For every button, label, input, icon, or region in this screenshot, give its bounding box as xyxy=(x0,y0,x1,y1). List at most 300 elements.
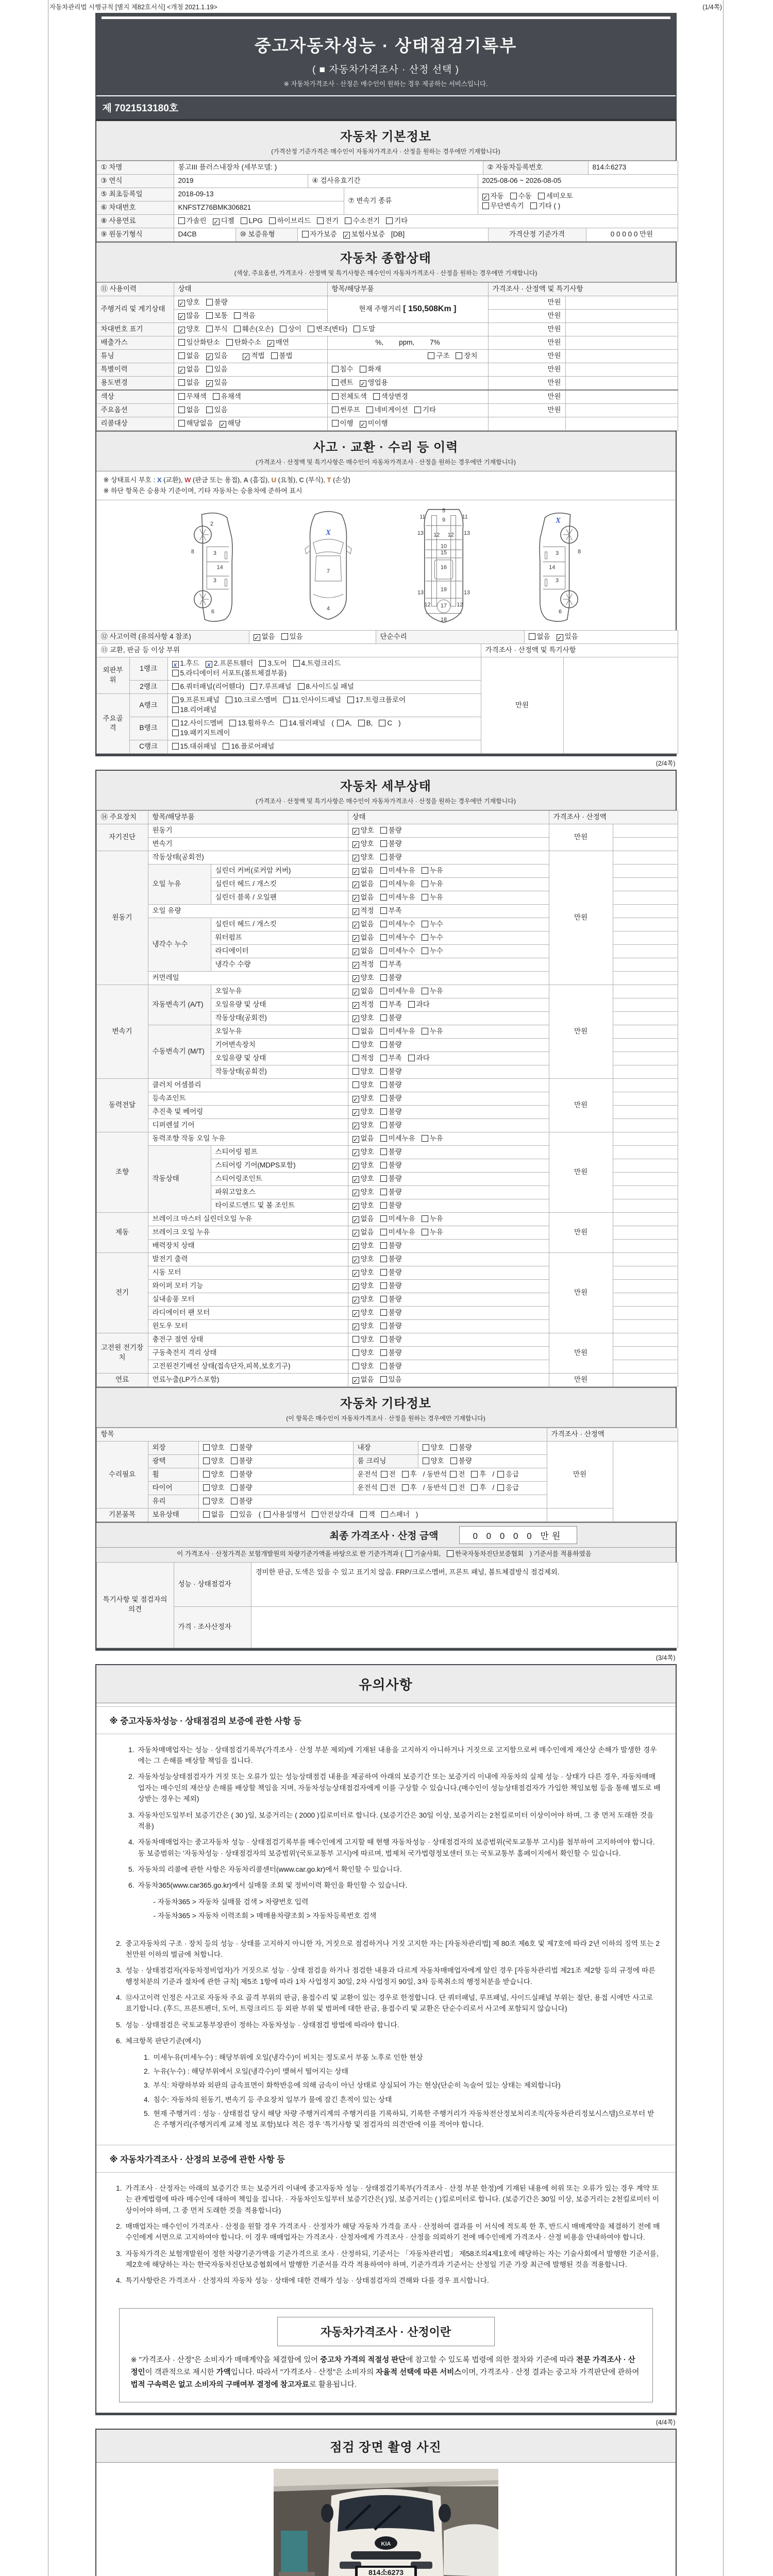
checkbox-option[interactable] xyxy=(380,1147,402,1157)
checkbox-option[interactable] xyxy=(223,742,274,752)
checkbox-option[interactable] xyxy=(231,1470,253,1480)
checkbox[interactable] xyxy=(352,962,359,969)
checkbox-option[interactable] xyxy=(352,1295,374,1304)
checkbox[interactable] xyxy=(360,380,366,387)
checkbox[interactable] xyxy=(352,1257,359,1263)
checkbox-option[interactable] xyxy=(380,1000,402,1010)
checkbox[interactable] xyxy=(380,1363,387,1369)
checkbox[interactable] xyxy=(358,720,365,726)
checkbox[interactable] xyxy=(352,882,359,888)
checkbox-option[interactable] xyxy=(337,719,352,728)
checkbox[interactable] xyxy=(423,1444,429,1451)
checkbox[interactable] xyxy=(264,1511,271,1518)
checkbox[interactable] xyxy=(206,353,213,360)
checkbox-option[interactable] xyxy=(343,230,385,240)
checkbox[interactable] xyxy=(380,1135,387,1142)
checkbox-option[interactable] xyxy=(422,946,443,956)
checkbox-option[interactable] xyxy=(380,1241,402,1251)
checkbox-option[interactable] xyxy=(352,826,374,836)
checkbox[interactable] xyxy=(226,339,233,346)
checkbox[interactable] xyxy=(423,1458,429,1464)
checkbox-option[interactable] xyxy=(360,365,381,375)
checkbox-option[interactable] xyxy=(380,1321,402,1331)
checkbox-option[interactable] xyxy=(414,405,436,415)
checkbox[interactable] xyxy=(243,353,249,360)
checkbox[interactable] xyxy=(497,1471,504,1478)
checkbox-option[interactable] xyxy=(380,879,415,889)
checkbox[interactable] xyxy=(422,988,428,994)
checkbox-option[interactable] xyxy=(178,392,207,402)
checkbox[interactable] xyxy=(213,218,220,225)
checkbox[interactable] xyxy=(380,1256,387,1262)
checkbox-option[interactable] xyxy=(347,696,406,705)
checkbox-option[interactable] xyxy=(352,1241,374,1251)
checkbox-option[interactable] xyxy=(231,1443,253,1453)
checkbox[interactable] xyxy=(352,922,359,928)
checkbox[interactable] xyxy=(352,841,359,848)
checkbox[interactable] xyxy=(360,421,366,428)
checkbox[interactable] xyxy=(529,633,535,640)
checkbox[interactable] xyxy=(471,1484,478,1491)
checkbox[interactable] xyxy=(386,217,393,224)
checkbox-option[interactable] xyxy=(386,216,408,226)
checkbox[interactable] xyxy=(281,633,288,640)
checkbox[interactable] xyxy=(352,1203,359,1210)
checkbox-option[interactable] xyxy=(203,1497,225,1506)
checkbox[interactable] xyxy=(172,697,179,703)
checkbox-option[interactable] xyxy=(352,1335,374,1345)
checkbox[interactable] xyxy=(203,1471,210,1478)
checkbox-option[interactable] xyxy=(354,325,375,334)
checkbox[interactable] xyxy=(380,854,387,860)
checkbox[interactable] xyxy=(422,934,428,941)
checkbox[interactable] xyxy=(380,1229,387,1235)
checkbox[interactable] xyxy=(337,720,344,726)
checkbox[interactable] xyxy=(352,1041,359,1048)
checkbox-option[interactable] xyxy=(352,853,374,862)
checkbox-option[interactable] xyxy=(482,192,504,201)
checkbox-option[interactable] xyxy=(422,1228,443,1238)
checkbox-option[interactable] xyxy=(352,839,374,849)
checkbox[interactable] xyxy=(178,393,185,400)
checkbox[interactable] xyxy=(380,1336,387,1343)
checkbox[interactable] xyxy=(352,975,359,982)
checkbox[interactable] xyxy=(352,1176,359,1183)
checkbox-option[interactable] xyxy=(206,351,228,361)
checkbox-option[interactable] xyxy=(380,1201,402,1211)
checkbox[interactable] xyxy=(380,974,387,981)
checkbox[interactable] xyxy=(380,1323,387,1329)
checkbox[interactable] xyxy=(172,720,179,726)
checkbox-option[interactable] xyxy=(380,1308,402,1318)
checkbox-option[interactable] xyxy=(254,632,275,642)
checkbox[interactable] xyxy=(178,327,185,333)
checkbox[interactable] xyxy=(497,1484,504,1491)
checkbox-option[interactable] xyxy=(422,879,443,889)
checkbox-option[interactable] xyxy=(172,669,287,679)
checkbox[interactable] xyxy=(380,1028,387,1035)
checkbox[interactable] xyxy=(352,1015,359,1022)
checkbox[interactable] xyxy=(380,1068,387,1075)
checkbox[interactable] xyxy=(271,352,278,359)
checkbox[interactable] xyxy=(380,1095,387,1101)
checkbox[interactable] xyxy=(259,660,266,667)
checkbox[interactable] xyxy=(352,1136,359,1143)
checkbox[interactable] xyxy=(450,1484,457,1491)
checkbox-option[interactable] xyxy=(172,659,199,669)
checkbox-option[interactable] xyxy=(178,298,200,308)
checkbox-option[interactable] xyxy=(380,1094,402,1104)
checkbox-option[interactable] xyxy=(269,216,311,226)
checkbox-option[interactable] xyxy=(380,1080,402,1090)
checkbox[interactable] xyxy=(380,1014,387,1021)
checkbox[interactable] xyxy=(352,1377,359,1384)
checkbox[interactable] xyxy=(172,661,179,668)
checkbox[interactable] xyxy=(450,1444,457,1451)
checkbox-option[interactable] xyxy=(380,987,415,996)
checkbox-option[interactable] xyxy=(381,1470,396,1480)
checkbox-option[interactable] xyxy=(332,378,354,388)
checkbox-option[interactable] xyxy=(471,1483,486,1493)
checkbox-option[interactable] xyxy=(203,1456,225,1466)
checkbox-option[interactable] xyxy=(402,1470,417,1480)
checkbox-option[interactable] xyxy=(234,311,256,321)
checkbox[interactable] xyxy=(178,379,185,386)
checkbox[interactable] xyxy=(402,1484,409,1491)
checkbox-option[interactable] xyxy=(422,1214,443,1224)
checkbox[interactable] xyxy=(234,326,241,332)
checkbox[interactable] xyxy=(352,1310,359,1317)
checkbox-option[interactable] xyxy=(178,311,200,321)
checkbox-option[interactable] xyxy=(220,419,241,429)
checkbox[interactable] xyxy=(206,406,213,413)
checkbox[interactable] xyxy=(231,1511,238,1518)
checkbox[interactable] xyxy=(206,380,213,387)
checkbox[interactable] xyxy=(380,1376,387,1383)
checkbox-option[interactable] xyxy=(380,1281,402,1291)
checkbox-option[interactable] xyxy=(352,1188,374,1197)
checkbox[interactable] xyxy=(352,1096,359,1103)
checkbox-option[interactable] xyxy=(203,1483,225,1493)
checkbox[interactable] xyxy=(352,1055,359,1061)
checkbox-option[interactable] xyxy=(271,351,293,361)
checkbox[interactable] xyxy=(352,1230,359,1236)
checkbox[interactable] xyxy=(172,706,179,713)
checkbox-option[interactable] xyxy=(352,1255,374,1264)
checkbox[interactable] xyxy=(352,1028,359,1035)
checkbox[interactable] xyxy=(380,1081,387,1088)
checkbox-option[interactable] xyxy=(497,1470,519,1480)
checkbox-option[interactable] xyxy=(241,216,263,226)
checkbox[interactable] xyxy=(332,406,339,413)
checkbox-option[interactable] xyxy=(352,1362,374,1371)
checkbox[interactable] xyxy=(352,989,359,995)
checkbox[interactable] xyxy=(450,1471,457,1478)
checkbox-option[interactable] xyxy=(352,1040,374,1050)
checkbox-option[interactable] xyxy=(312,1510,354,1520)
checkbox[interactable] xyxy=(332,420,339,427)
checkbox-option[interactable] xyxy=(352,1281,374,1291)
checkbox[interactable] xyxy=(206,312,213,319)
checkbox[interactable] xyxy=(352,1163,359,1170)
checkbox-option[interactable] xyxy=(529,632,550,642)
checkbox[interactable] xyxy=(380,867,387,874)
checkbox[interactable] xyxy=(283,697,290,703)
checkbox[interactable] xyxy=(352,1283,359,1290)
checkbox[interactable] xyxy=(380,1175,387,1182)
checkbox-option[interactable] xyxy=(352,946,374,956)
checkbox-option[interactable] xyxy=(264,1510,306,1520)
checkbox-option[interactable] xyxy=(226,338,261,348)
checkbox-option[interactable] xyxy=(178,419,213,429)
checkbox[interactable] xyxy=(352,1068,359,1075)
checkbox-option[interactable] xyxy=(352,1348,374,1358)
checkbox[interactable] xyxy=(231,1458,238,1464)
checkbox-option[interactable] xyxy=(206,298,228,308)
checkbox[interactable] xyxy=(203,1484,210,1491)
checkbox[interactable] xyxy=(352,855,359,861)
checkbox-option[interactable] xyxy=(213,392,241,402)
checkbox[interactable] xyxy=(280,326,287,332)
checkbox[interactable] xyxy=(422,867,428,874)
checkbox-option[interactable] xyxy=(302,230,337,240)
checkbox[interactable] xyxy=(229,720,236,726)
checkbox-option[interactable] xyxy=(293,659,341,669)
checkbox-option[interactable] xyxy=(538,192,573,201)
checkbox-option[interactable] xyxy=(380,1335,402,1345)
checkbox[interactable] xyxy=(352,1190,359,1196)
checkbox[interactable] xyxy=(172,670,179,676)
checkbox-option[interactable] xyxy=(381,1483,396,1493)
checkbox[interactable] xyxy=(231,1498,238,1504)
checkbox[interactable] xyxy=(223,743,229,750)
checkbox-option[interactable] xyxy=(332,392,367,402)
checkbox-option[interactable] xyxy=(380,1067,402,1077)
checkbox-option[interactable] xyxy=(373,392,408,402)
checkbox-option[interactable] xyxy=(352,1214,374,1224)
checkbox-option[interactable] xyxy=(231,1497,253,1506)
checkbox[interactable] xyxy=(380,1349,387,1356)
checkbox[interactable] xyxy=(354,326,360,332)
checkbox-option[interactable] xyxy=(456,351,477,361)
checkbox-option[interactable] xyxy=(352,933,374,943)
checkbox[interactable] xyxy=(471,1471,478,1478)
checkbox-option[interactable] xyxy=(380,866,415,876)
checkbox-option[interactable] xyxy=(380,1121,402,1130)
checkbox-option[interactable] xyxy=(231,1483,253,1493)
checkbox-option[interactable] xyxy=(450,1456,472,1466)
checkbox[interactable] xyxy=(178,300,185,307)
checkbox[interactable] xyxy=(482,194,489,200)
checkbox[interactable] xyxy=(178,420,185,427)
checkbox-option[interactable] xyxy=(380,1040,402,1050)
checkbox-option[interactable] xyxy=(352,1201,374,1211)
checkbox[interactable] xyxy=(231,1484,238,1491)
checkbox-option[interactable] xyxy=(380,1362,402,1371)
checkbox[interactable] xyxy=(538,193,545,199)
checkbox-option[interactable] xyxy=(352,1080,374,1090)
checkbox-option[interactable] xyxy=(352,1321,374,1331)
checkbox[interactable] xyxy=(308,326,314,332)
checkbox-option[interactable] xyxy=(360,1510,375,1520)
checkbox-option[interactable] xyxy=(352,1134,374,1144)
checkbox-option[interactable] xyxy=(352,1308,374,1318)
checkbox[interactable] xyxy=(347,697,354,703)
checkbox[interactable] xyxy=(380,840,387,847)
checkbox[interactable] xyxy=(206,326,213,332)
checkbox-option[interactable] xyxy=(250,682,291,692)
checkbox[interactable] xyxy=(380,1041,387,1048)
checkbox-option[interactable] xyxy=(178,325,200,334)
checkbox[interactable] xyxy=(206,366,213,372)
checkbox-option[interactable] xyxy=(178,351,200,361)
checkbox-option[interactable] xyxy=(206,405,228,415)
checkbox-option[interactable] xyxy=(352,866,374,876)
checkbox[interactable] xyxy=(380,1108,387,1115)
checkbox[interactable] xyxy=(482,202,489,209)
checkbox-option[interactable] xyxy=(352,1147,374,1157)
checkbox-option[interactable] xyxy=(422,987,443,996)
checkbox[interactable] xyxy=(422,894,428,901)
checkbox[interactable] xyxy=(280,720,287,726)
checkbox-option[interactable] xyxy=(352,987,374,996)
checkbox[interactable] xyxy=(366,406,373,413)
checkbox-option[interactable] xyxy=(172,719,224,728)
checkbox-option[interactable] xyxy=(345,216,380,226)
checkbox-option[interactable] xyxy=(352,1013,374,1023)
checkbox[interactable] xyxy=(380,1309,387,1316)
checkbox[interactable] xyxy=(352,828,359,835)
checkbox[interactable] xyxy=(203,1458,210,1464)
checkbox-option[interactable] xyxy=(352,1268,374,1278)
checkbox[interactable] xyxy=(317,217,324,224)
checkbox[interactable] xyxy=(381,1484,388,1491)
checkbox-option[interactable] xyxy=(380,906,402,916)
checkbox-option[interactable] xyxy=(380,1295,402,1304)
checkbox[interactable] xyxy=(379,720,385,726)
checkbox[interactable] xyxy=(422,1028,428,1035)
checkbox[interactable] xyxy=(380,907,387,914)
checkbox[interactable] xyxy=(408,1001,415,1008)
checkbox[interactable] xyxy=(428,352,434,359)
checkbox-option[interactable] xyxy=(497,1483,519,1493)
checkbox-option[interactable] xyxy=(423,1456,444,1466)
checkbox[interactable] xyxy=(380,894,387,901)
checkbox-option[interactable] xyxy=(380,973,402,983)
checkbox-option[interactable] xyxy=(380,933,415,943)
checkbox-option[interactable] xyxy=(352,1228,374,1238)
checkbox-option[interactable] xyxy=(203,1443,225,1453)
checkbox[interactable] xyxy=(250,683,257,690)
checkbox-option[interactable] xyxy=(206,378,228,388)
checkbox[interactable] xyxy=(220,421,226,428)
checkbox-option[interactable] xyxy=(471,1470,486,1480)
checkbox[interactable] xyxy=(380,1189,387,1195)
checkbox-option[interactable] xyxy=(283,696,341,705)
checkbox-option[interactable] xyxy=(380,826,402,836)
checkbox-option[interactable] xyxy=(234,325,274,334)
checkbox-option[interactable] xyxy=(422,1027,443,1037)
checkbox-option[interactable] xyxy=(380,1348,402,1358)
checkbox[interactable] xyxy=(380,1282,387,1289)
checkbox-option[interactable] xyxy=(557,632,578,642)
checkbox-option[interactable] xyxy=(380,893,415,903)
checkbox-option[interactable] xyxy=(352,879,374,889)
checkbox-option[interactable] xyxy=(243,351,264,361)
checkbox-option[interactable] xyxy=(352,960,374,970)
checkbox-option[interactable] xyxy=(380,1255,402,1264)
checkbox[interactable] xyxy=(172,683,179,690)
checkbox-option[interactable] xyxy=(229,719,274,728)
checkbox-option[interactable] xyxy=(352,1054,374,1063)
checkbox-option[interactable] xyxy=(380,1013,402,1023)
checkbox[interactable] xyxy=(178,406,185,413)
checkbox[interactable] xyxy=(380,1296,387,1302)
checkbox-option[interactable] xyxy=(352,1161,374,1171)
checkbox-option[interactable] xyxy=(510,192,532,201)
checkbox-option[interactable] xyxy=(380,1268,402,1278)
checkbox[interactable] xyxy=(206,299,213,306)
checkbox[interactable] xyxy=(360,366,366,372)
checkbox[interactable] xyxy=(380,1269,387,1276)
checkbox[interactable] xyxy=(203,1511,210,1518)
checkbox-option[interactable] xyxy=(482,201,524,211)
checkbox-option[interactable] xyxy=(352,1174,374,1184)
checkbox-option[interactable] xyxy=(447,1549,524,1558)
checkbox-option[interactable] xyxy=(178,405,200,415)
checkbox-option[interactable] xyxy=(530,201,561,211)
checkbox[interactable] xyxy=(352,1324,359,1330)
checkbox[interactable] xyxy=(447,1550,453,1557)
checkbox[interactable] xyxy=(352,1109,359,1116)
checkbox-option[interactable] xyxy=(317,216,339,226)
checkbox[interactable] xyxy=(345,217,351,224)
checkbox-option[interactable] xyxy=(380,853,402,862)
checkbox-option[interactable] xyxy=(380,1228,415,1238)
checkbox[interactable] xyxy=(332,379,339,386)
checkbox-option[interactable] xyxy=(352,1094,374,1104)
checkbox-option[interactable] xyxy=(380,1375,402,1385)
checkbox-option[interactable] xyxy=(332,405,360,415)
checkbox[interactable] xyxy=(352,1270,359,1277)
checkbox[interactable] xyxy=(352,1149,359,1156)
checkbox[interactable] xyxy=(422,880,428,887)
checkbox[interactable] xyxy=(312,1511,318,1518)
checkbox-option[interactable] xyxy=(422,893,443,903)
checkbox[interactable] xyxy=(380,988,387,994)
checkbox-option[interactable] xyxy=(422,866,443,876)
checkbox-option[interactable] xyxy=(366,405,408,415)
checkbox-option[interactable] xyxy=(172,682,245,692)
checkbox-option[interactable] xyxy=(352,1027,374,1037)
checkbox-option[interactable] xyxy=(206,325,228,334)
checkbox[interactable] xyxy=(422,1215,428,1222)
checkbox-option[interactable] xyxy=(178,365,200,375)
checkbox[interactable] xyxy=(380,921,387,927)
checkbox[interactable] xyxy=(450,1458,457,1464)
checkbox-option[interactable] xyxy=(206,659,253,669)
checkbox-option[interactable] xyxy=(178,338,220,348)
checkbox[interactable] xyxy=(380,1122,387,1128)
checkbox-option[interactable] xyxy=(267,338,289,348)
checkbox[interactable] xyxy=(373,393,380,400)
checkbox-option[interactable] xyxy=(380,1188,402,1197)
checkbox-option[interactable] xyxy=(172,705,217,715)
checkbox[interactable] xyxy=(380,1242,387,1249)
checkbox[interactable] xyxy=(352,948,359,955)
checkbox[interactable] xyxy=(352,1349,359,1356)
checkbox-option[interactable] xyxy=(352,906,374,916)
